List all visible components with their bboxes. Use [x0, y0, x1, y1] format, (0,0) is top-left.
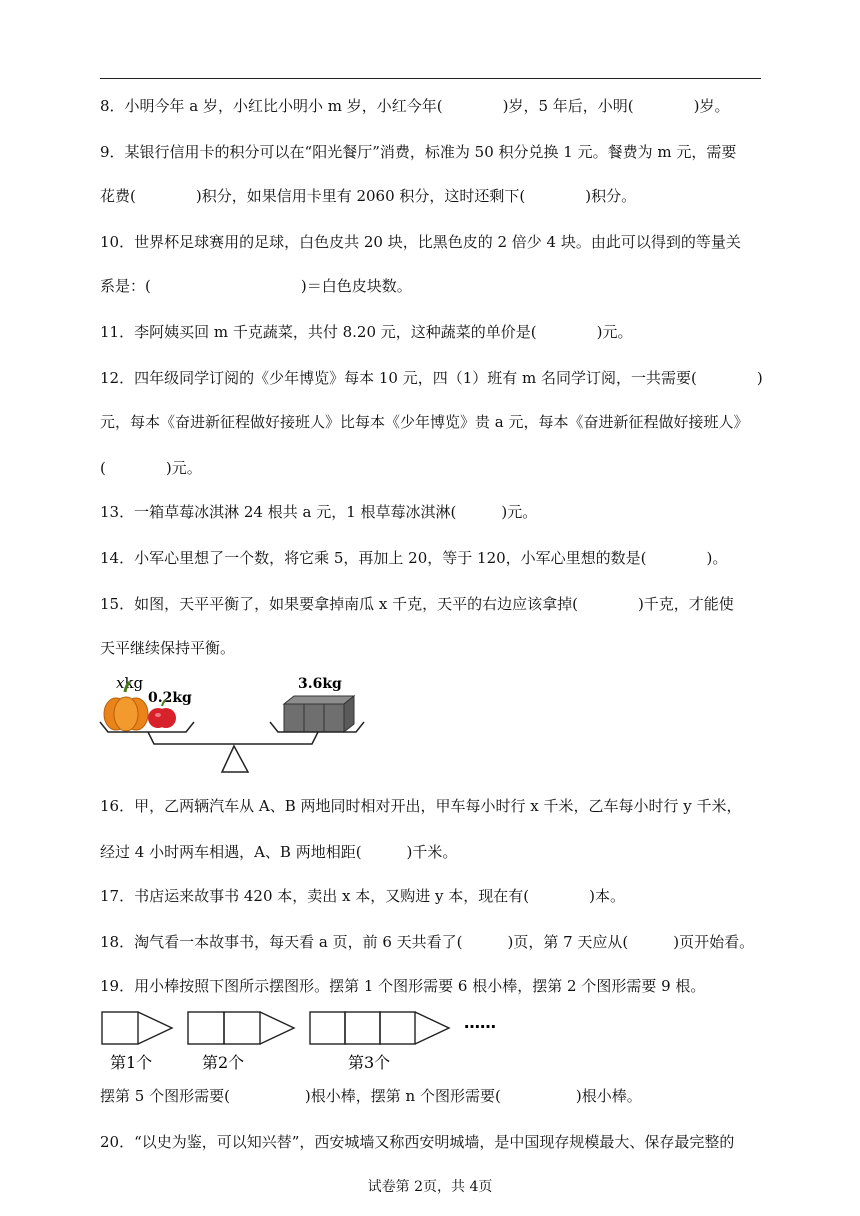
question-9-line-2: 花费( )积分，如果信用卡里有 2060 积分，这时还剩下( )积分。	[100, 187, 637, 205]
stick-pattern-figure	[98, 1006, 510, 1076]
question-8: 8．小明今年 a 岁，小红比小明小 m 岁，小红今年( )岁，5 年后，小明( )岁。	[100, 97, 730, 115]
question-12-line-1: 12．四年级同学订阅的《少年博览》每本 10 元，四（1）班有 m 名同学订阅，一共需要( )	[100, 369, 763, 387]
question-17: 17．书店运来故事书 420 本，卖出 x 本，又购进 y 本，现在有( )本。	[100, 887, 625, 905]
pattern-caption-2: 第2个	[202, 1053, 245, 1072]
question-13: 13．一箱草莓冰淇淋 24 根共 a 元，1 根草莓冰淇淋( )元。	[100, 503, 538, 521]
question-19: 19．用小棒按照下图所示摆图形。摆第 1 个图形需要 6 根小棒，摆第 2 个图形需要 9 根。	[100, 977, 706, 995]
question-10-line-2: 系是：( )＝白色皮块数。	[100, 277, 412, 295]
pumpkin-weight-label: xkg	[116, 674, 144, 692]
pattern-continuation: ……	[464, 1013, 496, 1032]
pattern-caption-1: 第1个	[110, 1053, 153, 1072]
balance-beam	[148, 732, 318, 744]
question-12-line-2: 元，每本《奋进新征程做好接班人》比每本《少年博览》贵 a 元，每本《奋进新征程做好接班人》	[100, 413, 749, 431]
weight-boxes-icon	[284, 696, 354, 732]
question-16-line-2: 经过 4 小时两车相遇，A、B 两地相距( )千米。	[100, 843, 458, 861]
pattern-figure-3	[310, 1012, 449, 1044]
question-14: 14．小军心里想了一个数，将它乘 5，再加上 20，等于 120，小军心里想的数是( )。	[100, 549, 728, 567]
question-11: 11．李阿姨买回 m 千克蔬菜，共付 8.20 元，这种蔬菜的单价是( )元。	[100, 323, 633, 341]
question-15-line-2: 天平继续保持平衡。	[100, 639, 236, 657]
question-20-line-1: 20．“以史为鉴，可以知兴替”，西安城墙又称西安明城墙，是中国现存规模最大、保存最完整的	[100, 1133, 735, 1151]
question-10-line-1: 10．世界杯足球赛用的足球，白色皮共 20 块，比黑色皮的 2 倍少 4 块。由此可以得到的等量关	[100, 233, 741, 251]
balance-scale-figure	[98, 670, 370, 776]
apple-weight-label: 0.2kg	[148, 690, 192, 706]
question-12-line-3: ( )元。	[100, 459, 202, 477]
pattern-figure-1	[102, 1012, 172, 1044]
pattern-figure-2	[188, 1012, 294, 1044]
question-18: 18．淘气看一本故事书，每天看 a 页，前 6 天共看了( )页，第 7 天应从( )页开始看。	[100, 933, 755, 951]
question-15-line-1: 15．如图，天平平衡了，如果要拿掉南瓜 x 千克，天平的右边应该拿掉( )千克，才能使	[100, 595, 734, 613]
fulcrum	[222, 746, 248, 772]
question-16-line-1: 16．甲，乙两辆汽车从 A、B 两地同时相对开出，甲车每小时行 x 千米，乙车每小时行 y 千米，	[100, 797, 742, 815]
pattern-caption-3: 第3个	[348, 1053, 391, 1072]
question-9-line-1: 9．某银行信用卡的积分可以在“阳光餐厅”消费，标准为 50 积分兑换 1 元。餐费为 m 元，需要	[100, 143, 737, 161]
question-19-answers: 摆第 5 个图形需要( )根小棒，摆第 n 个图形需要( )根小棒。	[100, 1087, 642, 1105]
box-weight-label: 3.6kg	[298, 676, 342, 692]
page-footer: 试卷第 2页，共 4页	[367, 1179, 493, 1195]
header-rule	[100, 78, 761, 79]
